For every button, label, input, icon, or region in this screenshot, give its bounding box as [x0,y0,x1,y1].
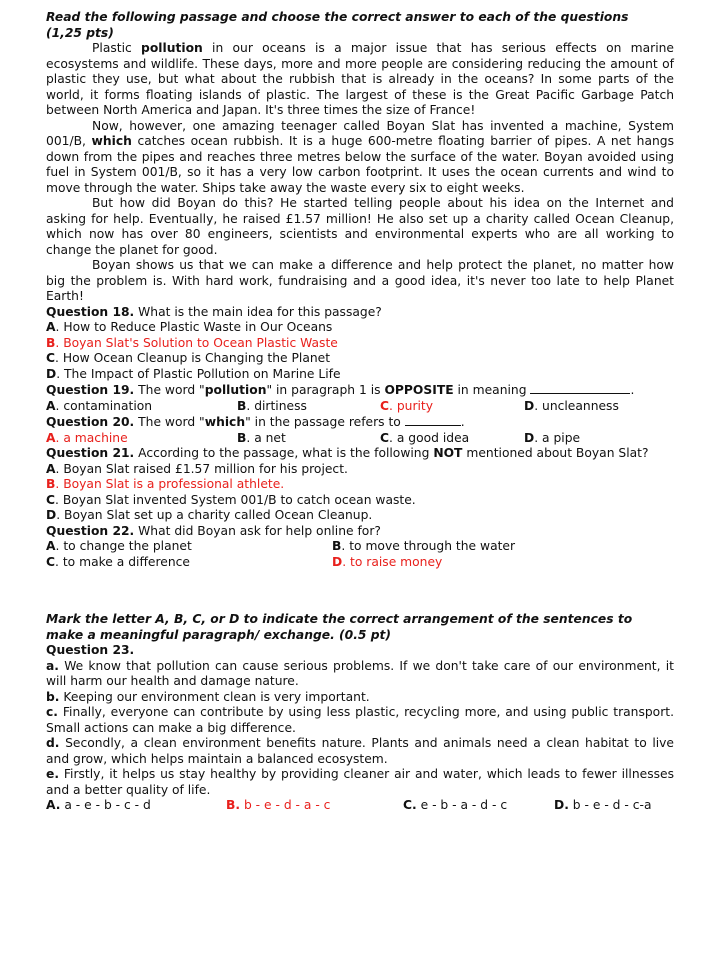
question-23-label: Question 23. [46,643,135,657]
option-text: . to make a difference [55,554,190,569]
option-letter: B [237,398,247,413]
option-text: a - e - b - c - d [60,798,151,812]
section2-heading-line2: make a meaningful paragraph/ exchange. (0.5 pt) [46,628,392,642]
q23-sentence-d [46,736,674,767]
q18-option-b-answer[interactable] [46,336,674,352]
question-18-label: Question 18. [46,304,135,319]
option-letter: A. [46,798,61,812]
sentence-text: Firstly, it helps us stay healthy by providing cleaner air and water, which leads to fewer illnesses and a better quality of life. [46,767,674,797]
question-21 [46,446,674,462]
q21-option-d[interactable] [46,508,674,524]
q23-option-a[interactable] [46,798,226,814]
option-letter: D [46,508,57,522]
q20-end: . [460,415,465,429]
q20-option-a-answer[interactable] [46,431,237,447]
sentence-letter: c. [46,705,58,719]
p1-bold-pollution: pollution [141,41,203,55]
option-text: . to change the planet [55,539,192,553]
q21-text-b: mentioned about Boyan Slat? [462,446,649,460]
option-letter: D [524,430,535,445]
question-22-text: What did Boyan ask for help online for? [134,523,381,538]
option-text: . a good idea [389,430,470,445]
option-letter: C [46,554,56,569]
p2-text-a: Now, however, one amazing teenager called Boyan Slat has invented a machine, System 001/B, [46,118,674,148]
passage-paragraph-4: Boyan shows us that we can make a difference and help protect the planet, no matter how big the problem is. With hard work, fundraising and a good idea, it's never too late to help Planet Earth! [46,258,674,303]
q19-end: . [630,383,635,397]
option-letter: B. [226,798,241,812]
question-18-text: What is the main idea for this passage? [134,304,382,319]
option-letter: B [332,539,342,553]
answer-blank[interactable] [405,414,461,426]
option-letter: D [46,366,57,381]
q23-sentence-a [46,659,674,690]
q22-option-d-answer[interactable] [332,555,442,571]
question-23 [46,643,674,659]
answer-blank[interactable] [530,382,630,394]
q21-option-c[interactable] [46,493,674,509]
q21-option-a[interactable] [46,462,674,478]
q19-option-c-answer[interactable] [380,399,524,415]
q23-sentence-e [46,767,674,798]
sentence-text: We know that pollution can cause serious problems. If we don't take care of our environment, it will harm our health and damage nature. [46,658,674,688]
q18-option-d[interactable] [46,367,674,383]
section-spacer [46,570,674,611]
q21-bold-not: NOT [433,446,463,460]
section1-heading-line1: Read the following passage and choose the correct answer to each of the questions [46,10,629,24]
q23-option-c[interactable] [403,798,554,814]
section2-heading [46,611,674,643]
q20-option-b[interactable] [237,431,380,447]
q18-option-c[interactable] [46,351,674,367]
question-19 [46,382,674,399]
option-letter: A [46,430,56,445]
option-text: . How Ocean Cleanup is Changing the Planet [55,351,331,365]
p2-text-b: catches ocean rubbish. It is a huge 600-metre floating barrier of pipes. A net hangs down from the pipes and reaches three metres below the surface of the water. Boyan avoided using fuel in System 001/B, so it has a very low carbon footprint. It uses the ocean currents and wind to move through the water. Ships take away the waste every six to eight weeks. [46,134,674,195]
sentence-text: Keeping our environment clean is very important. [59,689,370,704]
q22-option-b[interactable] [332,539,515,555]
option-text: . to raise money [342,554,443,569]
sentence-text: Secondly, a clean environment benefits nature. Plants and animals need a clean habitat to live and grow, which helps maintain a balanced ecosystem. [46,736,674,766]
option-letter: D [332,554,343,569]
option-letter: D [524,398,535,413]
option-letter: C [380,430,390,445]
option-letter: A [46,539,56,553]
option-letter: B [46,335,56,350]
q22-option-a[interactable] [46,539,332,555]
option-letter: A [46,320,56,334]
q19-option-d[interactable] [524,399,619,415]
option-letter: A [46,398,56,413]
q19-bold-word: pollution [204,383,267,397]
option-text: . Boyan Slat raised £1.57 million for his project. [55,461,348,476]
question-20-label: Question 20. [46,415,135,429]
p1-text-b: in our oceans is a major issue that has serious effects on marine ecosystems and wildlife. These days, more and more people are considering reducing the amount of plastic they use, but what about the rubbish that is already in the oceans? In some parts of the world, it forms floating islands of plastic. The largest of these is the Great Pacific Garbage Patch between North America and Japan. It's three times the size of France! [46,41,674,117]
passage-paragraph-3: But how did Boyan do this? He started telling people about his idea on the Internet and asking for help. Eventually, he raised £1.57 million! He also set up a charity called Ocean Cleanup, which now has over 80 engineers, scientists and environmental experts who are all working to change the planet for good. [46,196,674,257]
q19-options [46,399,674,415]
option-letter: B [237,430,247,445]
q22-options-row2 [46,555,674,571]
q23-sentence-b [46,690,674,706]
q19-option-b[interactable] [237,399,380,415]
q22-options-row1 [46,539,674,555]
q19-text-a: The word " [134,383,205,397]
q23-sentence-c [46,705,674,736]
q20-option-d[interactable] [524,431,580,447]
question-20 [46,414,674,431]
passage-paragraph-1 [46,41,674,119]
sentence-letter: d. [46,736,60,750]
option-text: b - e - d - a - c [240,798,331,812]
q19-option-a[interactable] [46,399,237,415]
section1-heading-line2: (1,25 pts) [46,26,114,40]
section1-heading [46,9,674,41]
option-letter: C [46,351,56,365]
sentence-letter: a. [46,658,59,673]
question-22 [46,524,674,540]
option-text: . to move through the water [341,539,516,553]
option-text: . a pipe [534,430,581,445]
option-text: b - e - d - c-a [568,798,652,812]
option-text: . Boyan Slat set up a charity called Ocean Cleanup. [56,508,373,522]
option-text: . The Impact of Plastic Pollution on Marine Life [56,366,341,381]
option-text: . Boyan Slat invented System 001/B to catch ocean waste. [55,492,416,507]
q20-bold-word: which [204,415,246,429]
sentence-letter: b. [46,689,60,704]
option-text: . contamination [55,398,153,413]
option-letter: C. [403,798,417,812]
sentence-letter: e. [46,767,60,781]
q20-options [46,431,674,447]
q19-text-c: in meaning [453,383,527,397]
q20-text-a: The word " [134,415,205,429]
q22-option-c[interactable] [46,555,332,571]
p1-text-a: Plastic [92,41,142,55]
q23-option-d[interactable] [554,798,651,814]
option-text: . a machine [55,430,128,445]
option-text: . uncleanness [534,398,619,413]
q20-text-b: " in the passage refers to [245,415,401,429]
option-letter: C [46,492,56,507]
option-text: . a net [246,430,286,445]
question-19-label: Question 19. [46,383,135,397]
sentence-text: Finally, everyone can contribute by using less plastic, recycling more, and using public transport. Small actions can make a big difference. [46,705,674,735]
q21-option-b-answer[interactable] [46,477,674,493]
option-letter: D. [554,798,569,812]
q23-option-b-answer[interactable] [226,798,403,814]
q19-bold-opposite: OPPOSITE [384,383,454,397]
q23-options [46,798,674,814]
option-letter: C [380,398,390,413]
passage-paragraph-2 [46,119,674,197]
q18-option-a[interactable] [46,320,674,336]
q21-text-a: According to the passage, what is the following [134,446,434,460]
section2-heading-line1: Mark the letter A, B, C, or D to indicate the correct arrangement of the sentences to [46,612,633,626]
option-text: . dirtiness [246,398,307,413]
option-text: e - b - a - d - c [416,798,508,812]
q20-option-c[interactable] [380,431,524,447]
option-text: . How to Reduce Plastic Waste in Our Oceans [55,320,333,334]
question-21-label: Question 21. [46,446,135,460]
option-text: . Boyan Slat's Solution to Ocean Plastic Waste [55,335,338,350]
p2-bold-which: which [91,134,132,148]
option-text: . Boyan Slat is a professional athlete. [55,477,285,491]
question-18 [46,305,674,321]
option-letter: A [46,461,56,476]
q19-text-b: " in paragraph 1 is [266,383,385,397]
question-22-label: Question 22. [46,523,135,538]
option-text: . purity [389,398,434,413]
option-letter: B [46,477,56,491]
